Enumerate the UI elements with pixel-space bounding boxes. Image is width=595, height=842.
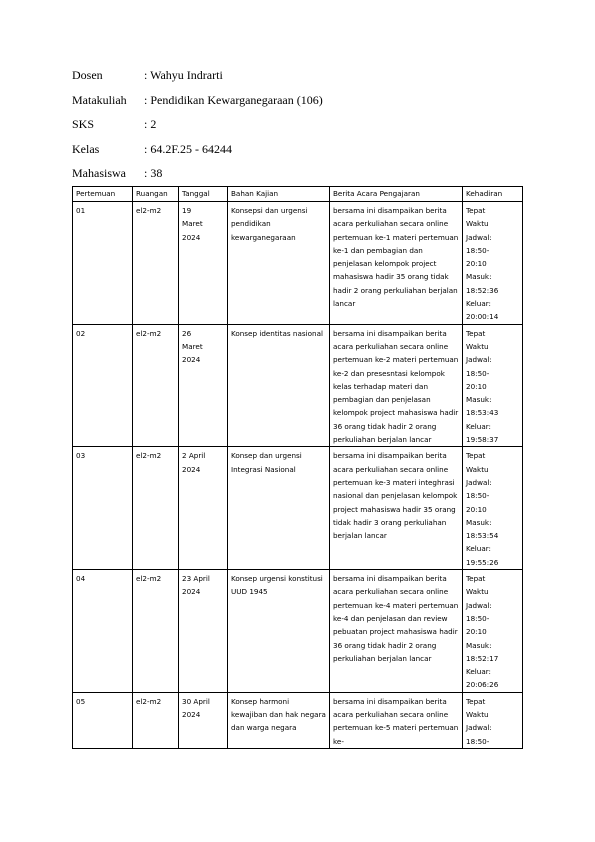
cell-tanggal: 2 April 2024 <box>179 447 228 570</box>
course-info <box>72 68 323 191</box>
cell-bahan-kajian: Konsep identitas nasional <box>228 324 330 447</box>
col-header-bahan-kajian: Bahan Kajian <box>228 187 330 202</box>
cell-berita-acara: bersama ini disampaikan berita acara perkuliahan secara online pertemuan ke-1 materi pertemuan ke-1 dan pembagian dan penjelasan kelompok project mahasiswa hadir 35 orang tidak hadir 2 orang perkuliahan berjalan lancar <box>330 202 463 325</box>
cell-kehadiran: Tepat Waktu Jadwal: 18:50- 20:10 Masuk: 18:53:43 Keluar: 19:58:37 <box>463 324 523 447</box>
cell-tanggal: 19 Maret 2024 <box>179 202 228 325</box>
info-row-matakuliah <box>72 93 323 118</box>
attendance-table <box>72 186 523 749</box>
info-value: : Pendidikan Kewarganegaraan (106) <box>144 92 323 107</box>
col-header-pertemuan: Pertemuan <box>73 187 133 202</box>
cell-bahan-kajian: Konsep dan urgensi Integrasi Nasional <box>228 447 330 570</box>
cell-ruangan: el2-m2 <box>133 570 179 693</box>
cell-berita-acara: bersama ini disampaikan berita acara perkuliahan secara online pertemuan ke-2 materi pertemuan ke-2 dan presesntasi kelompok kelas terhadap materi dan pembagian dan penjelasan kelompok project mahasiswa hadir 36 orang tidak hadir 2 orang perkuliahan berjalan lancar <box>330 324 463 447</box>
cell-kehadiran: Tepat Waktu Jadwal: 18:50- 20:10 Masuk: 18:52:17 Keluar: 20:06:26 <box>463 570 523 693</box>
cell-pertemuan: 02 <box>73 324 133 447</box>
cell-pertemuan: 01 <box>73 202 133 325</box>
cell-bahan-kajian: Konsepsi dan urgensi pendidikan kewarganegaraan <box>228 202 330 325</box>
cell-pertemuan: 03 <box>73 447 133 570</box>
cell-ruangan: el2-m2 <box>133 324 179 447</box>
info-row-sks <box>72 117 323 142</box>
cell-tanggal: 26 Maret 2024 <box>179 324 228 447</box>
info-label: Mahasiswa <box>72 166 126 180</box>
info-label: Kelas <box>72 141 100 156</box>
col-header-kehadiran: Kehadiran <box>463 187 523 202</box>
table-row <box>73 692 523 748</box>
cell-ruangan: el2-m2 <box>133 692 179 748</box>
cell-berita-acara: bersama ini disampaikan berita acara perkuliahan secara online pertemuan ke-3 materi integhrasi nasional dan penjelasan kelompok project mahasiswa hadir 35 orang tidak hadir 3 orang perkuliahan berjalan lancar <box>330 447 463 570</box>
info-value: : 2 <box>144 117 157 131</box>
info-row-dosen <box>72 68 323 93</box>
info-label: Dosen <box>72 68 103 82</box>
col-header-ruangan: Ruangan <box>133 187 179 202</box>
cell-berita-acara: bersama ini disampaikan berita acara perkuliahan secara online pertemuan ke-5 materi pertemuan ke- <box>330 692 463 748</box>
cell-berita-acara: bersama ini disampaikan berita acara perkuliahan secara online pertemuan ke-4 materi pertemuan ke-4 dan penjelasan dan review pebuatan project mahasiswa hadir 36 orang tidak hadir 2 orang perkuliahan berjalan lancar <box>330 570 463 693</box>
cell-bahan-kajian: Konsep harmoni kewajiban dan hak negara dan warga negara <box>228 692 330 748</box>
info-label: SKS <box>72 117 95 131</box>
info-value: : 38 <box>144 166 163 180</box>
col-header-tanggal: Tanggal <box>179 187 228 202</box>
table-header-row <box>73 187 523 202</box>
cell-tanggal: 23 April 2024 <box>179 570 228 693</box>
cell-bahan-kajian: Konsep urgensi konstitusi UUD 1945 <box>228 570 330 693</box>
cell-kehadiran: Tepat Waktu Jadwal: 18:50- 20:10 Masuk: 18:53:54 Keluar: 19:55:26 <box>463 447 523 570</box>
cell-kehadiran: Tepat Waktu Jadwal: 18:50- <box>463 692 523 748</box>
cell-tanggal: 30 April 2024 <box>179 692 228 748</box>
info-label: Matakuliah <box>72 92 127 107</box>
col-header-berita-acara: Berita Acara Pengajaran <box>330 187 463 202</box>
info-value: : Wahyu Indrarti <box>144 68 223 82</box>
cell-pertemuan: 04 <box>73 570 133 693</box>
cell-ruangan: el2-m2 <box>133 202 179 325</box>
table-row <box>73 202 523 325</box>
info-row-kelas <box>72 142 323 167</box>
table-row <box>73 570 523 693</box>
table-row <box>73 324 523 447</box>
cell-kehadiran: Tepat Waktu Jadwal: 18:50- 20:10 Masuk: 18:52:36 Keluar: 20:00:14 <box>463 202 523 325</box>
cell-ruangan: el2-m2 <box>133 447 179 570</box>
info-value: : 64.2F.25 - 64244 <box>144 141 233 156</box>
table-row <box>73 447 523 570</box>
cell-pertemuan: 05 <box>73 692 133 748</box>
